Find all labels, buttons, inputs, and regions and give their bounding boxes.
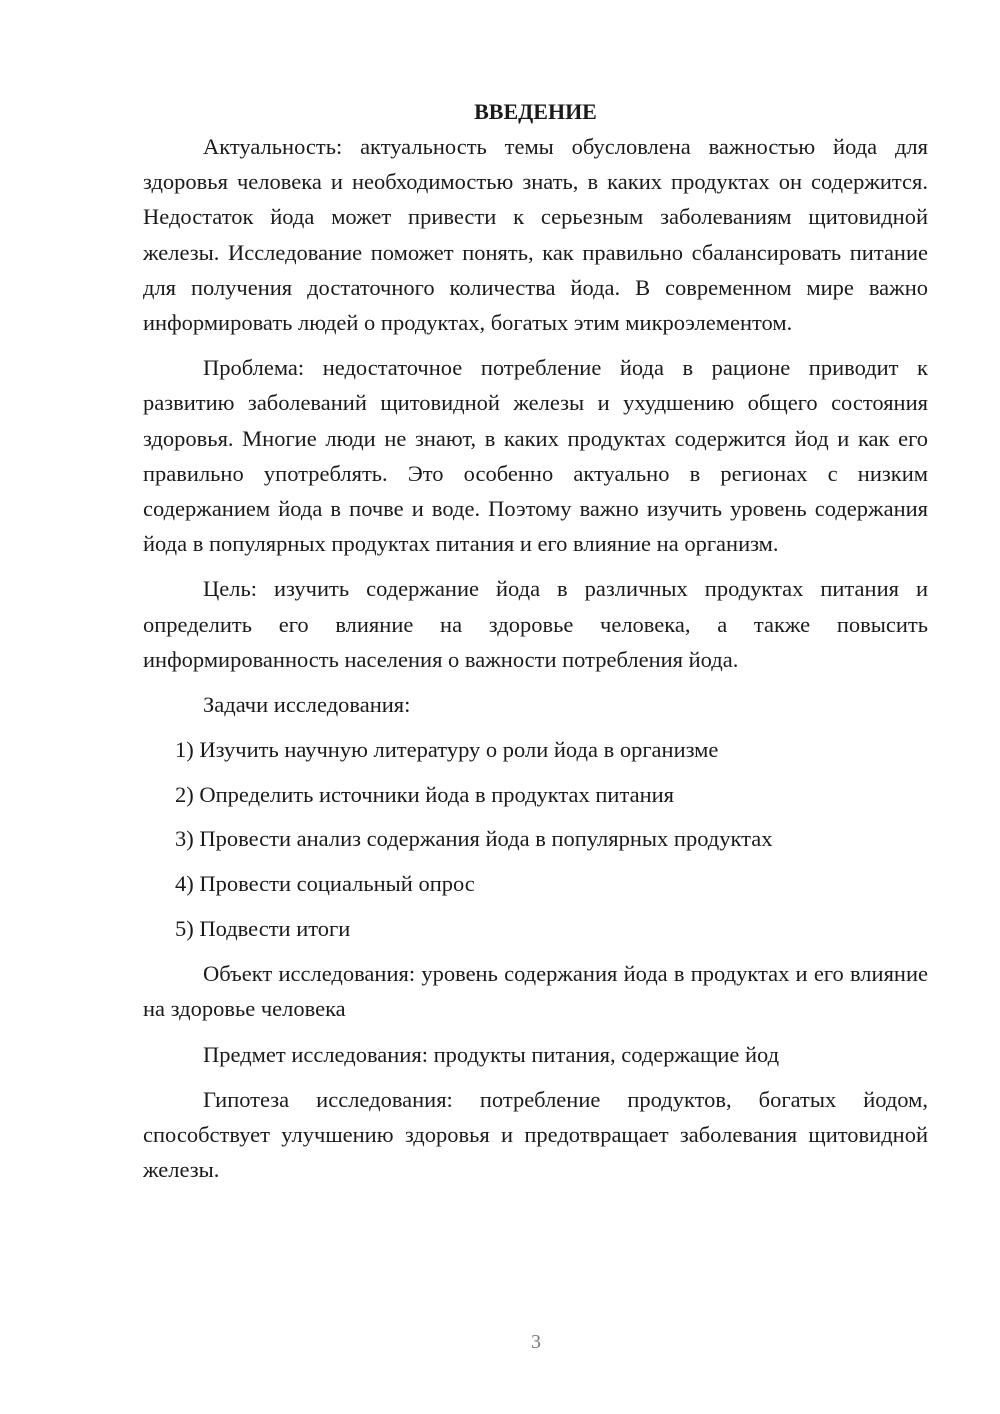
relevance-paragraph: Актуальность: актуальность темы обусловлена важностью йода для здоровья человека и необходимостью знать, в каких продуктах он содержится. Недостаток йода может привести к серьезным заболеваниям щитовидной железы. Исследование поможет понять, как правильно сбалансировать питание для получения достаточного количества йода. В современном мире важно информировать людей о продуктах, богатых этим микроэлементом. <box>143 134 928 336</box>
task-item: 2) Определить источники йода в продуктах питания <box>175 781 674 807</box>
page-number: 3 <box>531 1331 541 1353</box>
task-item: 3) Провести анализ содержания йода в популярных продуктах <box>175 826 773 852</box>
tasks-heading: Задачи исследования: <box>203 692 411 718</box>
page-content <box>143 94 928 1187</box>
task-item: 1) Изучить научную литературу о роли йода в организме <box>175 736 719 762</box>
hypothesis-paragraph: Гипотеза исследования: потребление продуктов, богатых йодом, способствует улучшению здоровья и предотвращает заболевания щитовидной железы. <box>143 1086 928 1183</box>
page-title: ВВЕДЕНИЕ <box>474 99 597 124</box>
subject-paragraph: Предмет исследования: продукты питания, содержащие йод <box>203 1041 780 1067</box>
tasks-list <box>143 732 928 946</box>
problem-paragraph: Проблема: недостаточное потребление йода в рационе приводит к развитию заболеваний щитовидной железы и ухудшению общего состояния здоровья. Многие люди не знают, в каких продуктах содержится йод и как его правильно употреблять. Это особенно актуально в регионах с низким содержанием йода в почве и воде. Поэтому важно изучить уровень содержания йода в популярных продуктах питания и его влияние на организм. <box>143 355 928 557</box>
goal-paragraph: Цель: изучить содержание йода в различных продуктах питания и определить его влияние на здоровье человека, а также повысить информированность населения о важности потребления йода. <box>143 576 928 672</box>
task-item: 4) Провести социальный опрос <box>175 871 475 897</box>
task-item: 5) Подвести итоги <box>175 916 351 942</box>
object-paragraph: Объект исследования: уровень содержания йода в продуктах и его влияние на здоровье человека <box>143 961 928 1022</box>
